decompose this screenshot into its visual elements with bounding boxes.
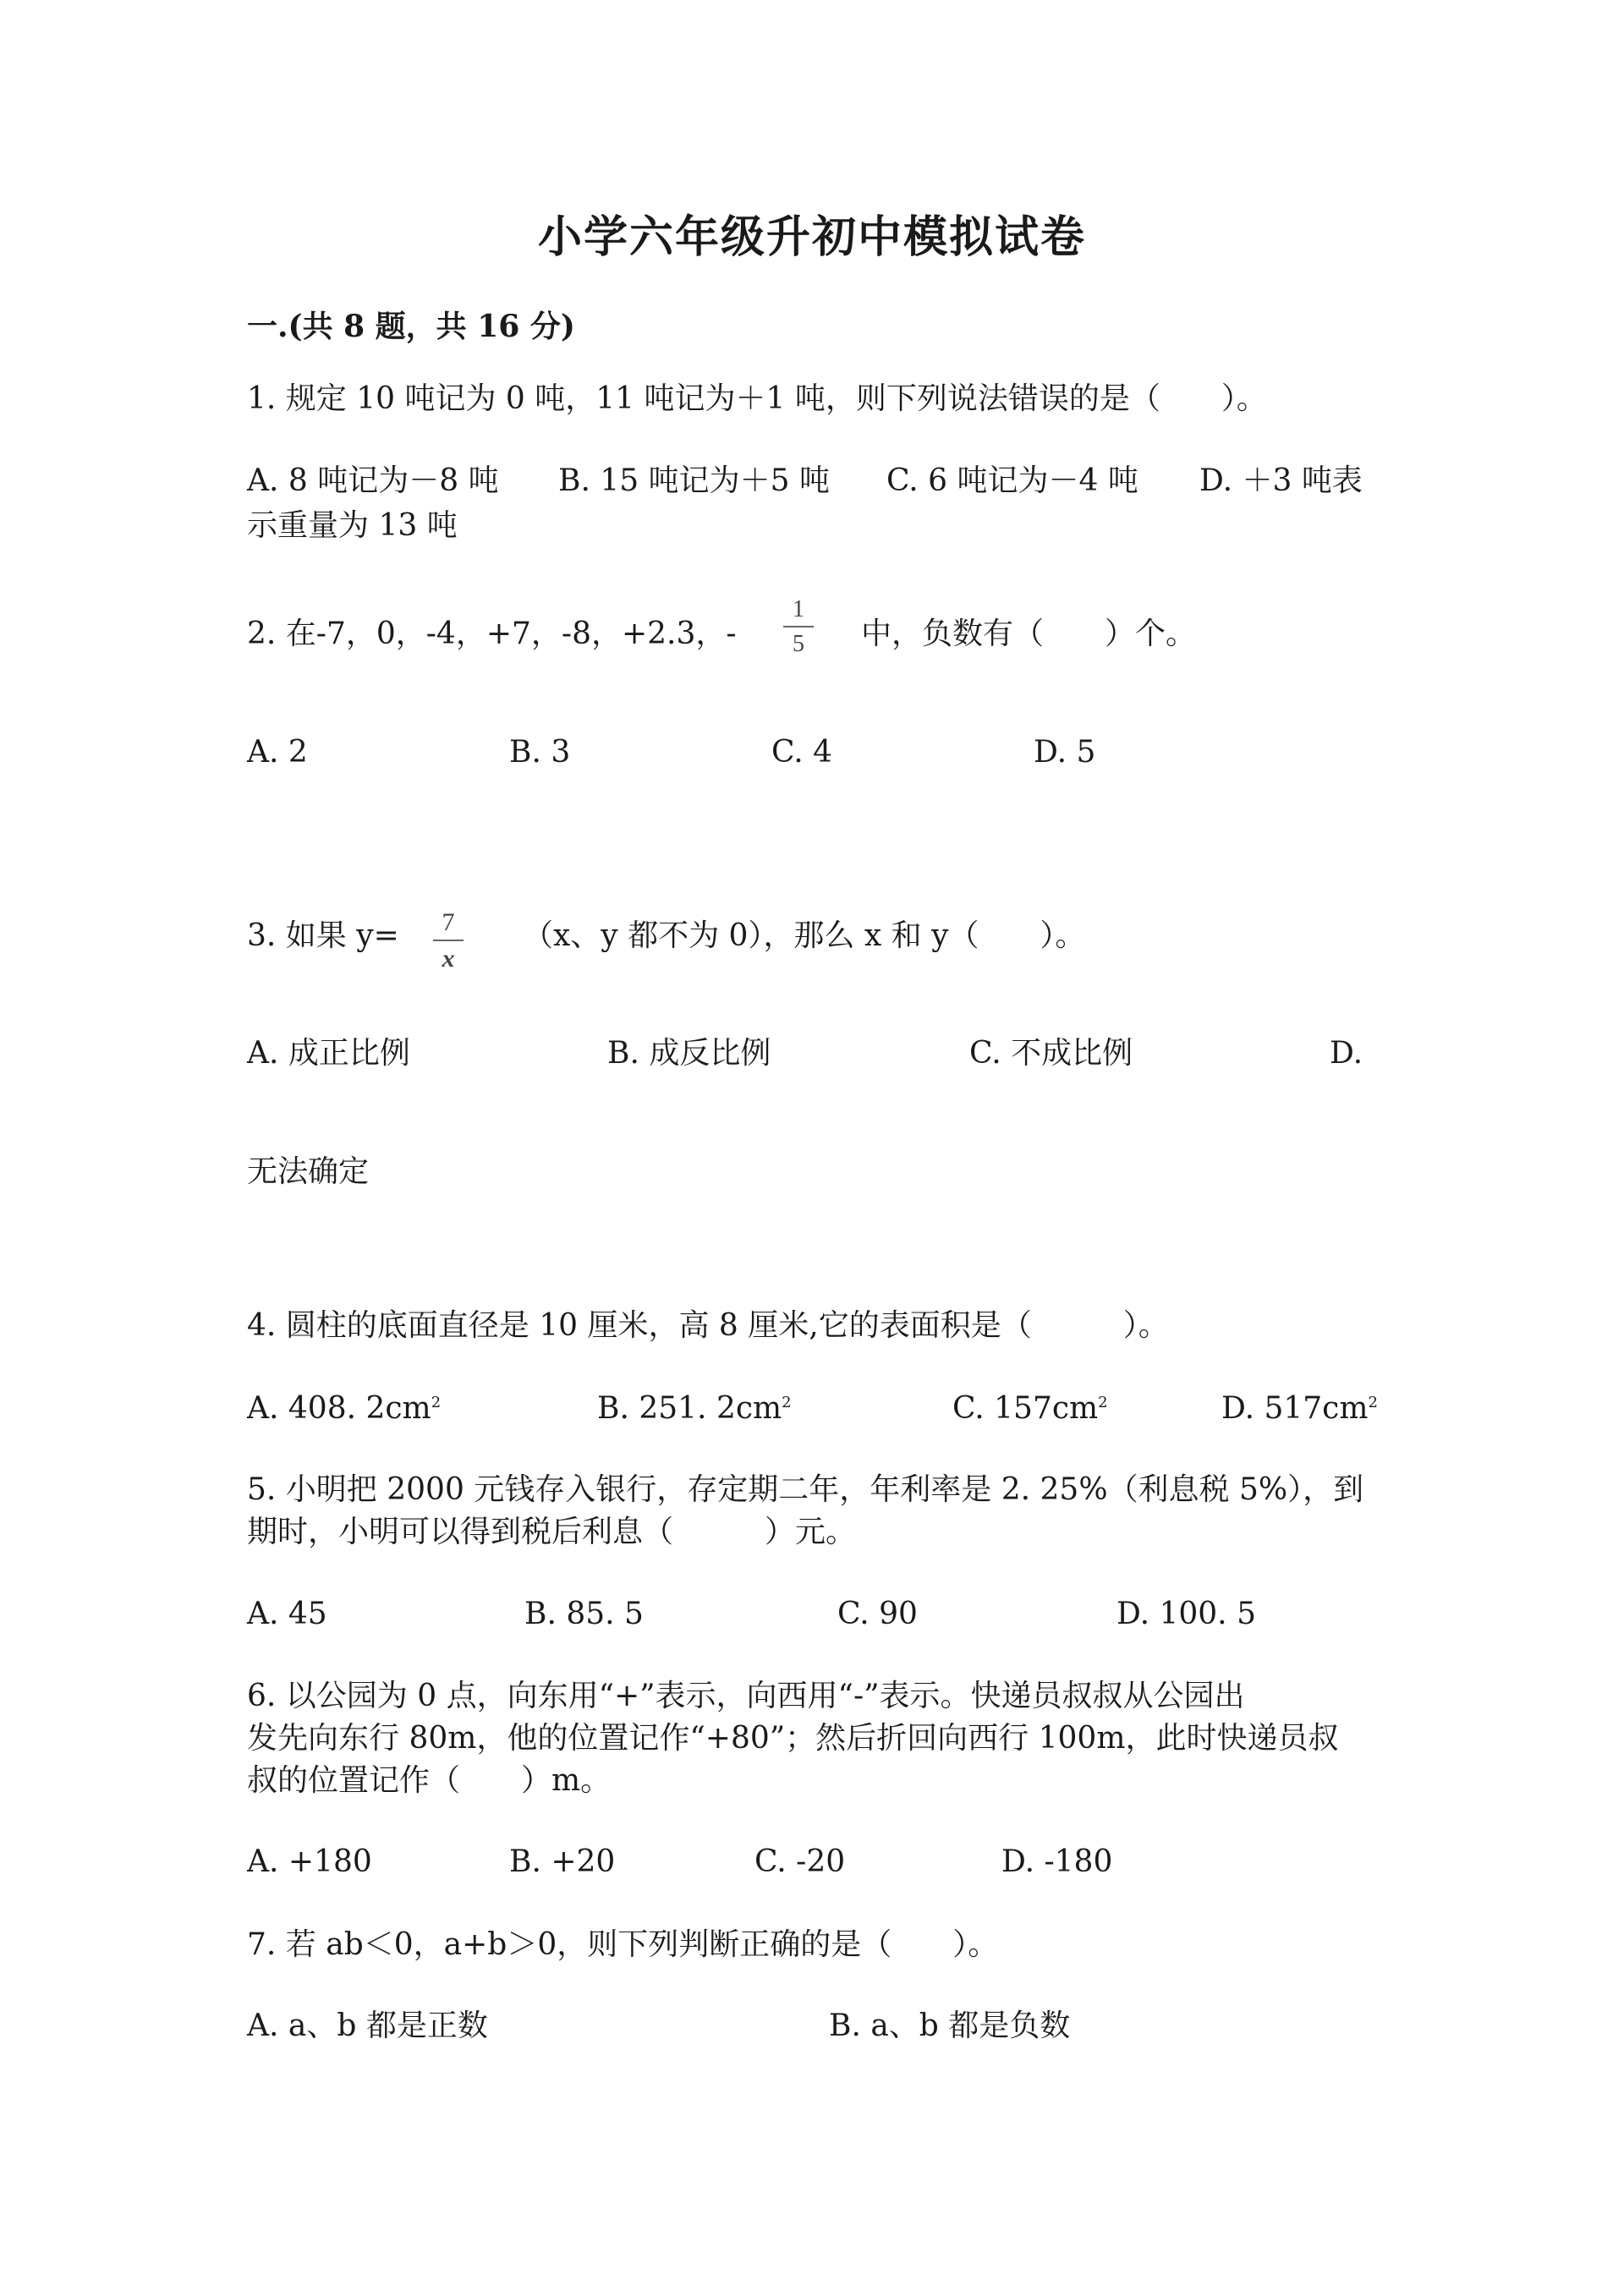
question-4-text: 4. 圆柱的底面直径是 10 厘米，高 8 厘米,它的表面积是（ ）。	[247, 1308, 1169, 1343]
question-4-option-b[interactable]	[597, 1389, 792, 1429]
question-1-option-b[interactable]: B. 15 吨记为＋5 吨	[558, 463, 830, 498]
question-1-text: 1. 规定 10 吨记为 0 吨，11 吨记为＋1 吨，则下列说法错误的是（ ）。	[247, 381, 1267, 416]
question-3-text: 3. 如果 y=	[247, 918, 399, 953]
question-7-text: 7. 若 ab＜0，a+b＞0，则下列判断正确的是（ ）。	[247, 1927, 999, 1962]
section-heading: 一.(共 8 题，共 16 分)	[247, 309, 575, 344]
question-2-option-d[interactable]: D. 5	[1034, 735, 1096, 770]
question-3-option-b[interactable]: B. 成反比例	[607, 1036, 771, 1071]
fraction-denominator: x	[442, 945, 455, 973]
fraction-bar	[783, 626, 814, 627]
superscript-two: 2	[782, 1394, 792, 1411]
question-2-option-c[interactable]: C. 4	[771, 735, 833, 770]
question-3-option-d-continued: 无法确定	[247, 1154, 370, 1189]
question-2-option-b[interactable]: B. 3	[509, 735, 571, 770]
question-1-option-a[interactable]: A. 8 吨记为－8 吨	[247, 463, 499, 498]
option-text: A. 408. 2cm	[247, 1391, 431, 1426]
question-3-option-d[interactable]: D.	[1330, 1036, 1363, 1071]
question-7-option-b[interactable]: B. a、b 都是负数	[829, 2008, 1071, 2043]
question-5-option-a[interactable]: A. 45	[247, 1597, 327, 1631]
question-6-text-line-1: 6. 以公园为 0 点，向东用“+”表示，向西用“-”表示。快递员叔叔从公园出	[247, 1679, 1245, 1713]
fraction-numerator: 7	[442, 908, 455, 936]
question-2-text-end: 中，负数有（ ）个。	[861, 616, 1197, 651]
question-1-option-c[interactable]: C. 6 吨记为－4 吨	[886, 463, 1138, 498]
question-5-option-b[interactable]: B. 85. 5	[524, 1597, 644, 1631]
question-4-option-c[interactable]	[952, 1389, 1108, 1429]
superscript-two: 2	[1098, 1394, 1108, 1411]
question-4-option-a[interactable]	[247, 1389, 441, 1429]
superscript-two: 2	[1368, 1394, 1378, 1411]
question-2-option-a[interactable]: A. 2	[247, 735, 308, 770]
question-6-option-d[interactable]: D. -180	[1001, 1844, 1113, 1879]
superscript-two: 2	[431, 1394, 442, 1411]
question-4-option-d[interactable]	[1221, 1389, 1378, 1429]
question-5-text-line-2: 期时，小明可以得到税后利息（ ）元。	[247, 1515, 857, 1549]
question-3-option-a[interactable]: A. 成正比例	[247, 1036, 410, 1071]
question-6-option-c[interactable]: C. -20	[754, 1844, 846, 1879]
question-7-option-a[interactable]: A. a、b 都是正数	[247, 2008, 488, 2043]
option-text: D. 517cm	[1221, 1391, 1369, 1426]
question-1-option-d[interactable]: D. ＋3 吨表	[1199, 463, 1363, 498]
fraction-numerator: 1	[793, 596, 804, 622]
page-title: 小学六年级升初中模拟试卷	[537, 211, 1086, 263]
question-5-text-line-1: 5. 小明把 2000 元钱存入银行，存定期二年，年利率是 2. 25%（利息税 5%），到	[247, 1472, 1364, 1507]
question-2-text: 2. 在-7，0，-4，+7，-8，+2.3，-	[247, 616, 737, 651]
fraction-one-fifth	[783, 598, 814, 656]
option-text: B. 251. 2cm	[597, 1391, 782, 1426]
option-text: C. 157cm	[952, 1391, 1099, 1426]
fraction-seven-over-x	[433, 910, 464, 972]
question-6-option-a[interactable]: A. +180	[247, 1844, 372, 1879]
question-6-text-line-3: 叔的位置记作（ ）m。	[247, 1763, 612, 1798]
question-3-option-c[interactable]: C. 不成比例	[969, 1036, 1133, 1071]
question-6-option-b[interactable]: B. +20	[509, 1844, 616, 1879]
fraction-bar	[433, 940, 464, 941]
question-3-text-end: （x、y 都不为 0），那么 x 和 y（ ）。	[523, 918, 1086, 953]
question-1-option-d-continued: 示重量为 13 吨	[247, 508, 458, 543]
question-5-option-c[interactable]: C. 90	[837, 1597, 918, 1631]
question-5-option-d[interactable]: D. 100. 5	[1116, 1597, 1256, 1631]
fraction-denominator: 5	[793, 631, 804, 657]
question-6-text-line-2: 发先向东行 80m，他的位置记作“+80”；然后折回向西行 100m，此时快递员叔	[247, 1721, 1339, 1756]
